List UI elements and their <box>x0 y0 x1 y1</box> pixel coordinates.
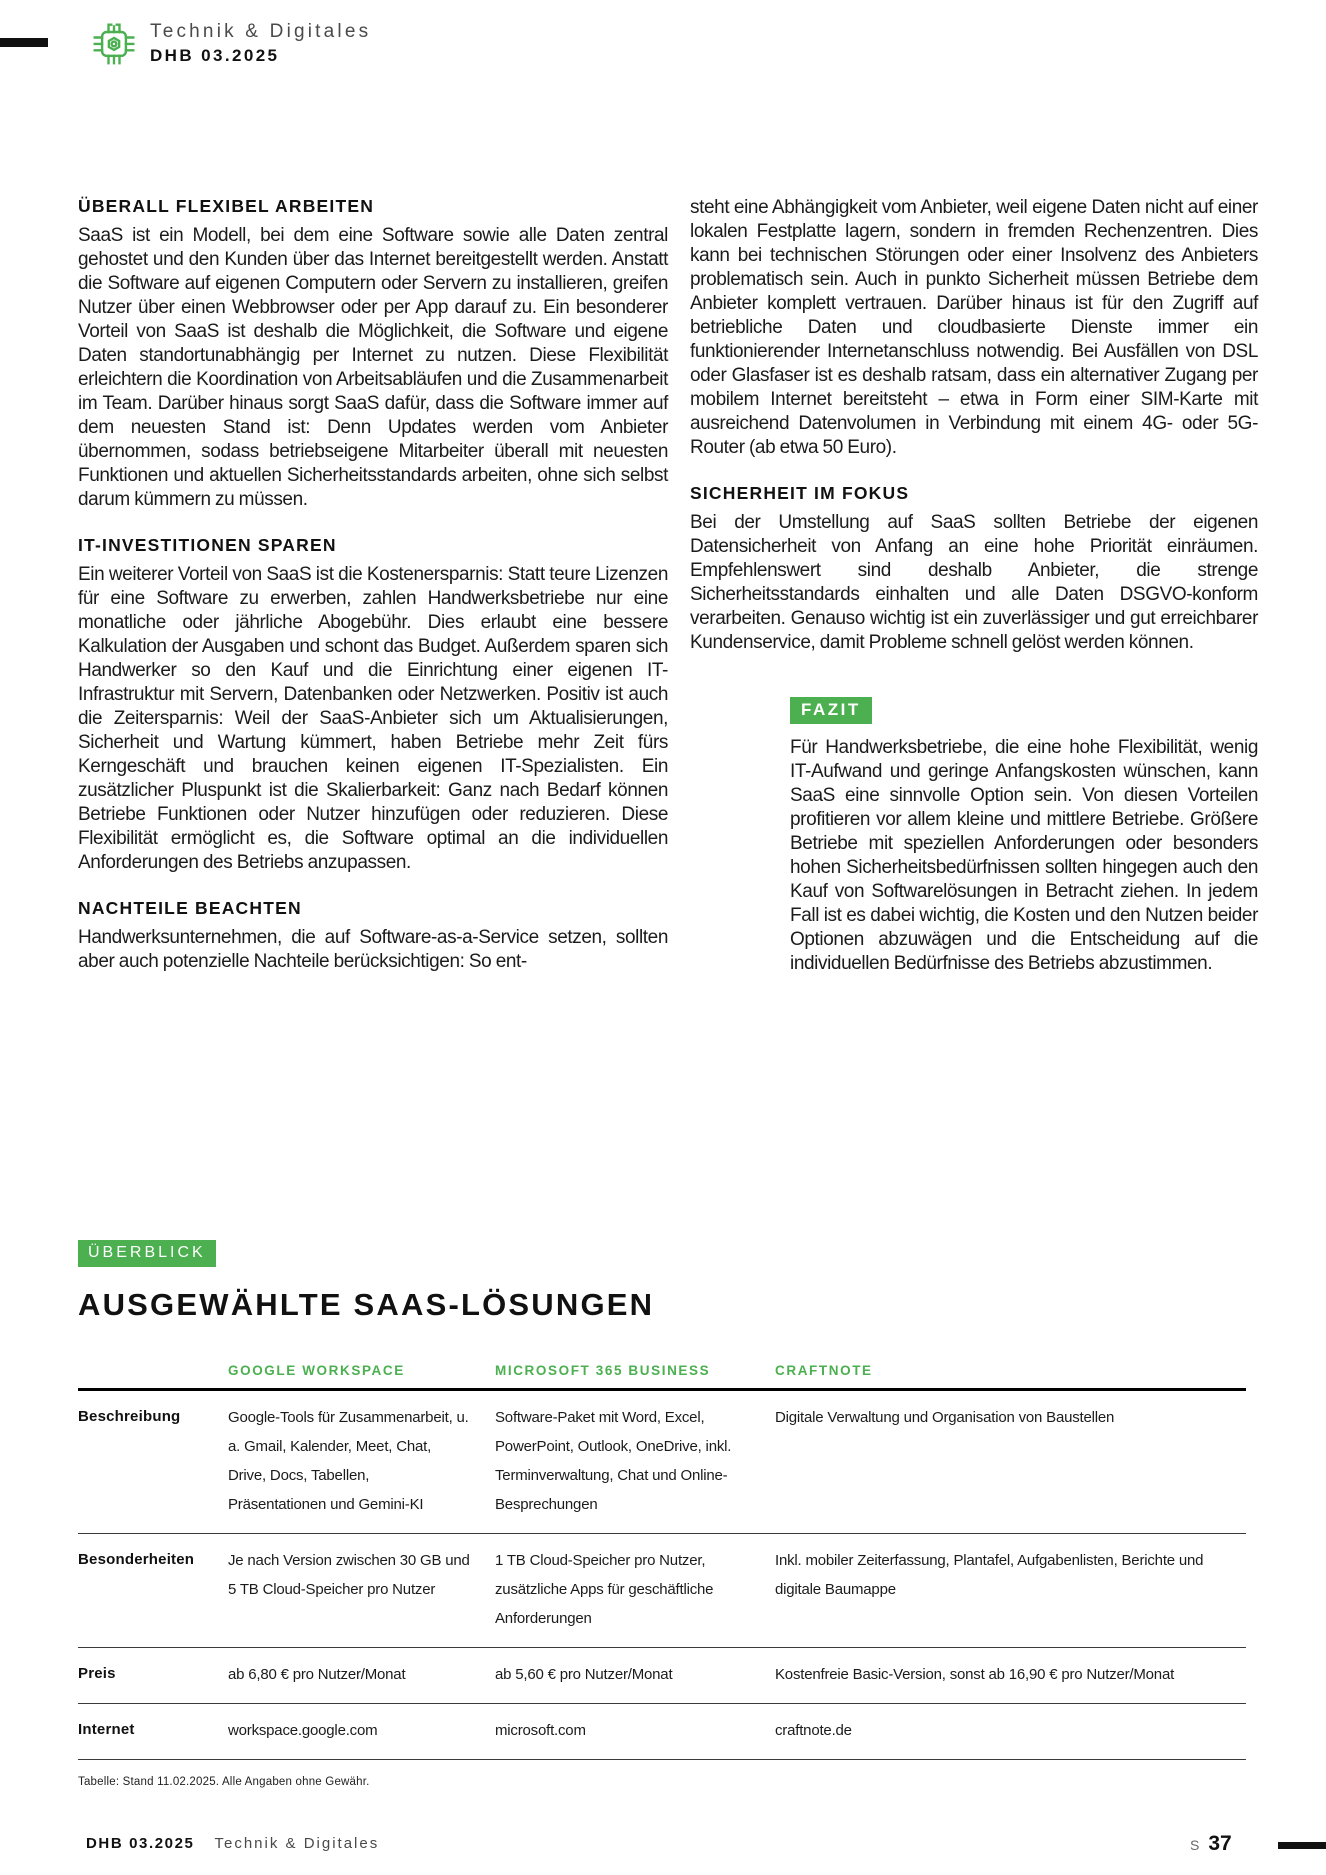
cell-craftnote-internet: craftnote.de <box>775 1722 852 1739</box>
section-body-sicherheit: Bei der Umstellung auf SaaS sollten Betriebe der eigenen Datensicherheit von Anfang an eine hohe Priorität einräumen. Empfehlenswert sind deshalb Anbieter, die strenge Sicherheitsstandards einhalten und alle Daten DSGVO-konform verarbeiten. Genauso wichtig ist ein zuverlässiger und gut erreichbarer Kundenservice, damit Probleme schnell gelöst werden können. <box>690 512 1258 653</box>
overview-section <box>78 1240 1246 1788</box>
table-header-google: GOOGLE WORKSPACE <box>228 1363 405 1378</box>
footer-issue-label: DHB 03.2025 <box>86 1835 195 1852</box>
footer-left <box>86 1835 379 1852</box>
row-label-besonderheiten: Besonderheiten <box>78 1551 195 1568</box>
top-left-rule <box>0 38 48 47</box>
cell-craftnote-besonderheiten: Inkl. mobiler Zeiterfassung, Plantafel, Aufgabenlisten, Berichte und digitale Baumappe <box>775 1552 1204 1598</box>
article-column-left <box>78 196 668 997</box>
cell-google-internet: workspace.google.com <box>228 1722 378 1739</box>
cell-craftnote-beschreibung: Digitale Verwaltung und Organisation von Baustellen <box>775 1409 1115 1426</box>
article-body <box>78 196 1258 997</box>
masthead <box>92 20 371 66</box>
masthead-section-label: Technik & Digitales <box>150 20 372 42</box>
masthead-text <box>150 21 371 66</box>
chip-icon <box>92 20 136 66</box>
section-heading-ueberall-flexibel: ÜBERALL FLEXIBEL ARBEITEN <box>78 196 375 216</box>
cell-microsoft-besonderheiten: 1 TB Cloud-Speicher pro Nutzer, zusätzliche Apps für geschäftliche Anforderungen <box>495 1552 714 1627</box>
masthead-issue-label: DHB 03.2025 <box>150 45 280 65</box>
article-column-right <box>690 196 1258 997</box>
section-heading-sicherheit: SICHERHEIT IM FOKUS <box>690 483 910 503</box>
table-bottom-rule <box>78 1759 1246 1760</box>
cell-google-preis: ab 6,80 € pro Nutzer/Monat <box>228 1666 406 1683</box>
cell-microsoft-preis: ab 5,60 € pro Nutzer/Monat <box>495 1666 673 1683</box>
table-corner-cell <box>78 1355 228 1388</box>
section-heading-it-investitionen: IT-INVESTITIONEN SPAREN <box>78 535 337 555</box>
comparison-table <box>78 1355 1246 1760</box>
footer-page-number: 37 <box>1208 1832 1232 1855</box>
footer-section-label: Technik & Digitales <box>214 1835 380 1852</box>
page-footer <box>0 1830 1326 1860</box>
section-body-nachteile: Handwerksunternehmen, die auf Software-as-a-Service setzen, sollten aber auch potenzielle Nachteile berücksichtigen: So ent- <box>78 927 668 972</box>
cell-microsoft-beschreibung: Software-Paket mit Word, Excel, PowerPoint, Outlook, OneDrive, inkl. Terminverwaltung, Chat und Online-Besprechungen <box>495 1409 732 1513</box>
cell-microsoft-internet: microsoft.com <box>495 1722 586 1739</box>
section-body-it-investitionen: Ein weiterer Vorteil von SaaS ist die Kostenersparnis: Statt teure Lizenzen für eine Software zu erwerben, zahlen Handwerksbetriebe nur eine monatliche oder jährliche Abogebühr. Dies erlaubt eine bessere Kalkulation der Ausgaben und schont das Budget. Außerdem sparen sich Handwerker so den Kauf und die Einrichtung einer eigenen IT-Infrastruktur mit Servern, Datenbanken oder Netzwerken. Positiv ist auch die Zeitersparnis: Weil der SaaS-Anbieter sich um Aktualisierungen, Sicherheit und Wartung kümmert, haben Betriebe mehr Zeit fürs Kerngeschäft und brauchen keinen eigenen IT-Spezialisten. Ein zusätzlicher Pluspunkt ist die Skalierbarkeit: Ganz nach Bedarf können Betriebe Funktionen oder Nutzer hinzufügen oder reduzieren. Diese Flexibilität ermöglicht es, die Software optimal an die individuellen Anforderungen des Betriebs anzupassen. <box>78 564 668 873</box>
table-footnote: Tabelle: Stand 11.02.2025. Alle Angaben ohne Gewähr. <box>78 1776 370 1788</box>
fazit-label: FAZIT <box>790 697 872 724</box>
table-header-microsoft: MICROSOFT 365 BUSINESS <box>495 1363 711 1378</box>
row-label-internet: Internet <box>78 1721 135 1738</box>
footer-right-rule <box>1278 1842 1326 1849</box>
row-label-preis: Preis <box>78 1665 116 1682</box>
cell-google-beschreibung: Google-Tools für Zusammenarbeit, u. a. Gmail, Kalender, Meet, Chat, Drive, Docs, Tabellen, Präsentationen und Gemini-KI <box>228 1409 469 1513</box>
section-body-ueberall-flexibel: SaaS ist ein Modell, bei dem eine Software sowie alle Daten zentral gehostet und den Kunden über das Internet bereitgestellt werden. Anstatt die Software auf eigenen Computern oder Servern zu installieren, greifen Nutzer über einen Webbrowser oder per App darauf zu. Ein besonderer Vorteil von SaaS ist deshalb die Möglichkeit, die Software und eigene Daten standortunabhängig per Internet zu nutzen. Diese Flexibilität erleichtern die Koordination von Arbeitsabläufen und die Zusammenarbeit im Team. Darüber hinaus sorgt SaaS dafür, dass die Software immer auf dem neuesten Stand ist: Denn Updates werden vom Anbieter übernommen, sodass betriebseigene Mitarbeiter überall mit neuesten Funktionen und aktuellen Sicherheitsstandards arbeiten, ohne sich selbst darum kümmern zu müssen. <box>78 225 668 510</box>
fazit-body: Für Handwerksbetriebe, die eine hohe Flexibilität, wenig IT-Aufwand und geringe Anfangskosten wünschen, kann SaaS eine sinnvolle Option sein. Von diesen Vorteilen profitieren vor allem kleine und mittlere Betriebe. Größere Betriebe mit speziellen Anforderungen oder besonders hohen Sicherheitsbedürfnissen sollten hingegen auch den Kauf von Softwarelösungen in Betracht ziehen. In jedem Fall ist es dabei wichtig, die Kosten und den Nutzen beider Optionen abzuwägen und die Entscheidung auf die individuellen Bedürfnisse des Betriebs abzustimmen. <box>790 737 1258 974</box>
table-header-craftnote: CRAFTNOTE <box>775 1363 873 1378</box>
row-label-beschreibung: Beschreibung <box>78 1408 181 1425</box>
section-heading-nachteile: NACHTEILE BEACHTEN <box>78 898 302 918</box>
fazit-box <box>790 697 1258 976</box>
continuation-paragraph: steht eine Abhängigkeit vom Anbieter, weil eigene Daten nicht auf einer lokalen Festplatte lagern, sondern in fremden Rechenzentren. Dies kann bei technischen Störungen oder einer Insolvenz des Anbieters problematisch sein. Auch in punkto Sicherheit müssen Betriebe dem Anbieter komplett vertrauen. Darüber hinaus ist für den Zugriff auf betriebliche Daten und cloudbasierte Dienste immer ein funktionierender Internetanschluss notwendig. Bei Ausfällen von DSL oder Glasfaser ist es deshalb ratsam, dass ein alternativer Zugang per mobilem Internet bereitsteht – etwa in Form einer SIM-Karte mit ausreichend Datenvolumen in Verbindung mit einem 4G- oder 5G-Router (ab etwa 50 Euro). <box>690 197 1258 458</box>
footer-page-prefix: S <box>1190 1837 1201 1853</box>
footer-page-indicator <box>1190 1832 1232 1856</box>
cell-craftnote-preis: Kostenfreie Basic-Version, sonst ab 16,90 € pro Nutzer/Monat <box>775 1666 1175 1683</box>
overview-label: ÜBERBLICK <box>78 1240 216 1267</box>
cell-google-besonderheiten: Je nach Version zwischen 30 GB und 5 TB Cloud-Speicher pro Nutzer <box>228 1552 470 1598</box>
page-title: AUSGEWÄHLTE SAAS-LÖSUNGEN <box>78 1287 655 1322</box>
